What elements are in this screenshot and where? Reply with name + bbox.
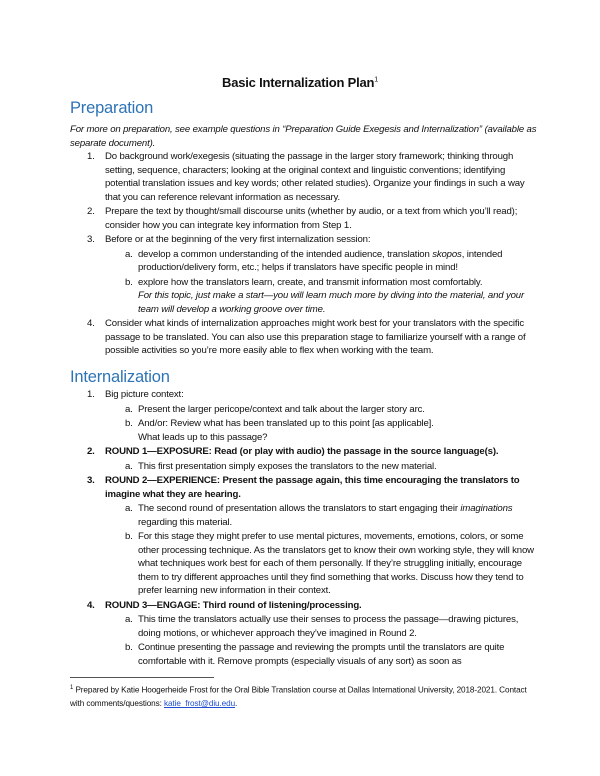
sub-item-letter: a. — [125, 503, 133, 514]
sub-item-text: This time the translators actually use their senses to process the passage—drawing pictures, doing motions, or whichever approach they’ve imagined in Round 2. — [138, 614, 519, 639]
footnote-divider — [70, 677, 214, 678]
item-text: Before or at the beginning of the very first internalization session: — [105, 234, 371, 245]
list-item — [70, 445, 540, 459]
list-item — [70, 150, 540, 204]
list-item — [70, 474, 540, 501]
sub-item-text: For this stage they might prefer to use mental pictures, movements, emotions, colors, or some other processing technique. As the translators get to know their own working style, they will know what techniques work best for each of them personally. If they’re struggling initially, encourage them to try different approaches until they find something that works. Discuss how they tend to prefer learning new information in their context. — [138, 531, 534, 596]
sub-item-letter: a. — [125, 403, 133, 415]
list-item — [70, 205, 540, 232]
sub-item — [70, 530, 540, 598]
preparation-list — [70, 150, 540, 358]
item-number: 2. — [87, 206, 95, 217]
sub-item-italic: imaginations — [460, 503, 513, 514]
item-text: Do background work/exegesis (situating the passage in the larger story framework; thinking through setting, sequence, characters; looking at the original context and linguistic conventions; identifying potential translation issues and key words; other related studies). Organize your findings in such a way that you can reference relevant information as necessary. — [105, 151, 525, 203]
sub-item-italic-note: For this topic, just make a start—you will learn much more by diving into the material, and your team will develop a working groove over time. — [138, 290, 525, 315]
sub-item-letter: a. — [125, 614, 133, 625]
item-text: Consider what kinds of internalization approaches might work best for your translators with the specific passage to be translated. You can also use this preparation stage to familiarize yourself with a range of possible activities so you’re more easily able to flex when working with the team. — [105, 318, 526, 356]
document-title — [0, 75, 600, 90]
sub-item — [70, 502, 540, 529]
footnote-email-link[interactable]: katie_frost@diu.edu — [163, 698, 236, 708]
preparation-heading: Preparation — [70, 99, 154, 117]
title-footnote-mark: 1 — [374, 76, 378, 84]
footnote-mark: 1 — [70, 685, 74, 691]
sub-item-letter: b. — [125, 418, 133, 429]
item-text: Big picture context: — [105, 389, 184, 400]
sub-item-text: This first presentation simply exposes the translators to the new material. — [138, 460, 437, 472]
sub-item-text-line2: What leads up to this passage? — [138, 431, 268, 443]
item-text: ROUND 2—EXPERIENCE: Present the passage again, this time encouraging the translators to imagine what they are hearing. — [105, 475, 520, 500]
list-item — [70, 317, 540, 358]
item-number: 3. — [87, 475, 95, 486]
sub-item-text: Present the larger pericope/context and talk about the larger story arc. — [138, 403, 425, 415]
item-text: ROUND 3—ENGAGE: Third round of listening/processing. — [105, 599, 362, 611]
sub-item-text: And/or: Review what has been translated up to this point [as applicable]. — [138, 418, 434, 429]
internalization-heading: Internalization — [70, 368, 170, 386]
sub-item-letter: a. — [125, 460, 133, 472]
sub-item-text-end: regarding this material. — [138, 516, 232, 528]
item-text: Prepare the text by thought/small discourse units (whether by audio, or a text from which you’ll read); consider how you can integrate key information from Step 1. — [105, 206, 518, 231]
item-number: 1. — [87, 151, 95, 162]
preparation-intro: For more on preparation, see example questions in “Preparation Guide Exegesis and Internalization” (available as separate document). — [70, 124, 537, 149]
sub-item — [70, 276, 540, 317]
item-number: 2. — [87, 446, 95, 457]
sub-item — [70, 613, 540, 640]
title-text: Basic Internalization Plan — [222, 75, 375, 90]
sub-item-letter: b. — [125, 642, 133, 653]
item-number: 3. — [87, 234, 95, 245]
footnote-text: Prepared by Katie Hoogerheide Frost for the Oral Bible Translation course at Dallas International University, 2018-2021. Contact with comments/questions: — [70, 685, 527, 708]
item-text: ROUND 1—EXPOSURE: Read (or play with audio) the passage in the source language(s). — [105, 446, 499, 457]
sub-item — [70, 403, 540, 417]
list-item — [70, 599, 540, 613]
sub-item-letter: b. — [125, 531, 133, 542]
internalization-list — [70, 388, 540, 668]
footnote-end: . — [235, 698, 238, 708]
sub-item-letter: a. — [125, 248, 133, 260]
sub-item — [70, 641, 540, 668]
sub-item-text: explore how the translators learn, create, and transmit information most comfortably. — [138, 276, 483, 288]
sub-item-letter: b. — [125, 276, 133, 288]
sub-item — [70, 248, 540, 275]
item-number: 1. — [87, 389, 95, 400]
list-item — [70, 233, 540, 247]
item-number: 4. — [87, 318, 95, 329]
preparation-section — [70, 123, 540, 359]
sub-item-text: The second round of presentation allows the translators to start engaging their — [138, 503, 461, 514]
sub-item-text: develop a common understanding of the intended audience, translation — [138, 248, 433, 260]
list-item — [70, 388, 540, 402]
sub-item-text: Continue presenting the passage and reviewing the prompts until the translators are quite comfortable with it. Remove prompts (especially visuals of any sort) as soon as — [138, 642, 505, 667]
internalization-section — [70, 388, 540, 669]
footnote — [70, 682, 540, 710]
sub-item-text-end: , intended production/delivery form, etc.; helps if translators have specific people in mind! — [138, 248, 503, 273]
sub-item-italic: skopos — [432, 248, 462, 260]
sub-item — [70, 460, 540, 474]
item-number: 4. — [87, 599, 95, 611]
sub-item — [70, 417, 540, 444]
